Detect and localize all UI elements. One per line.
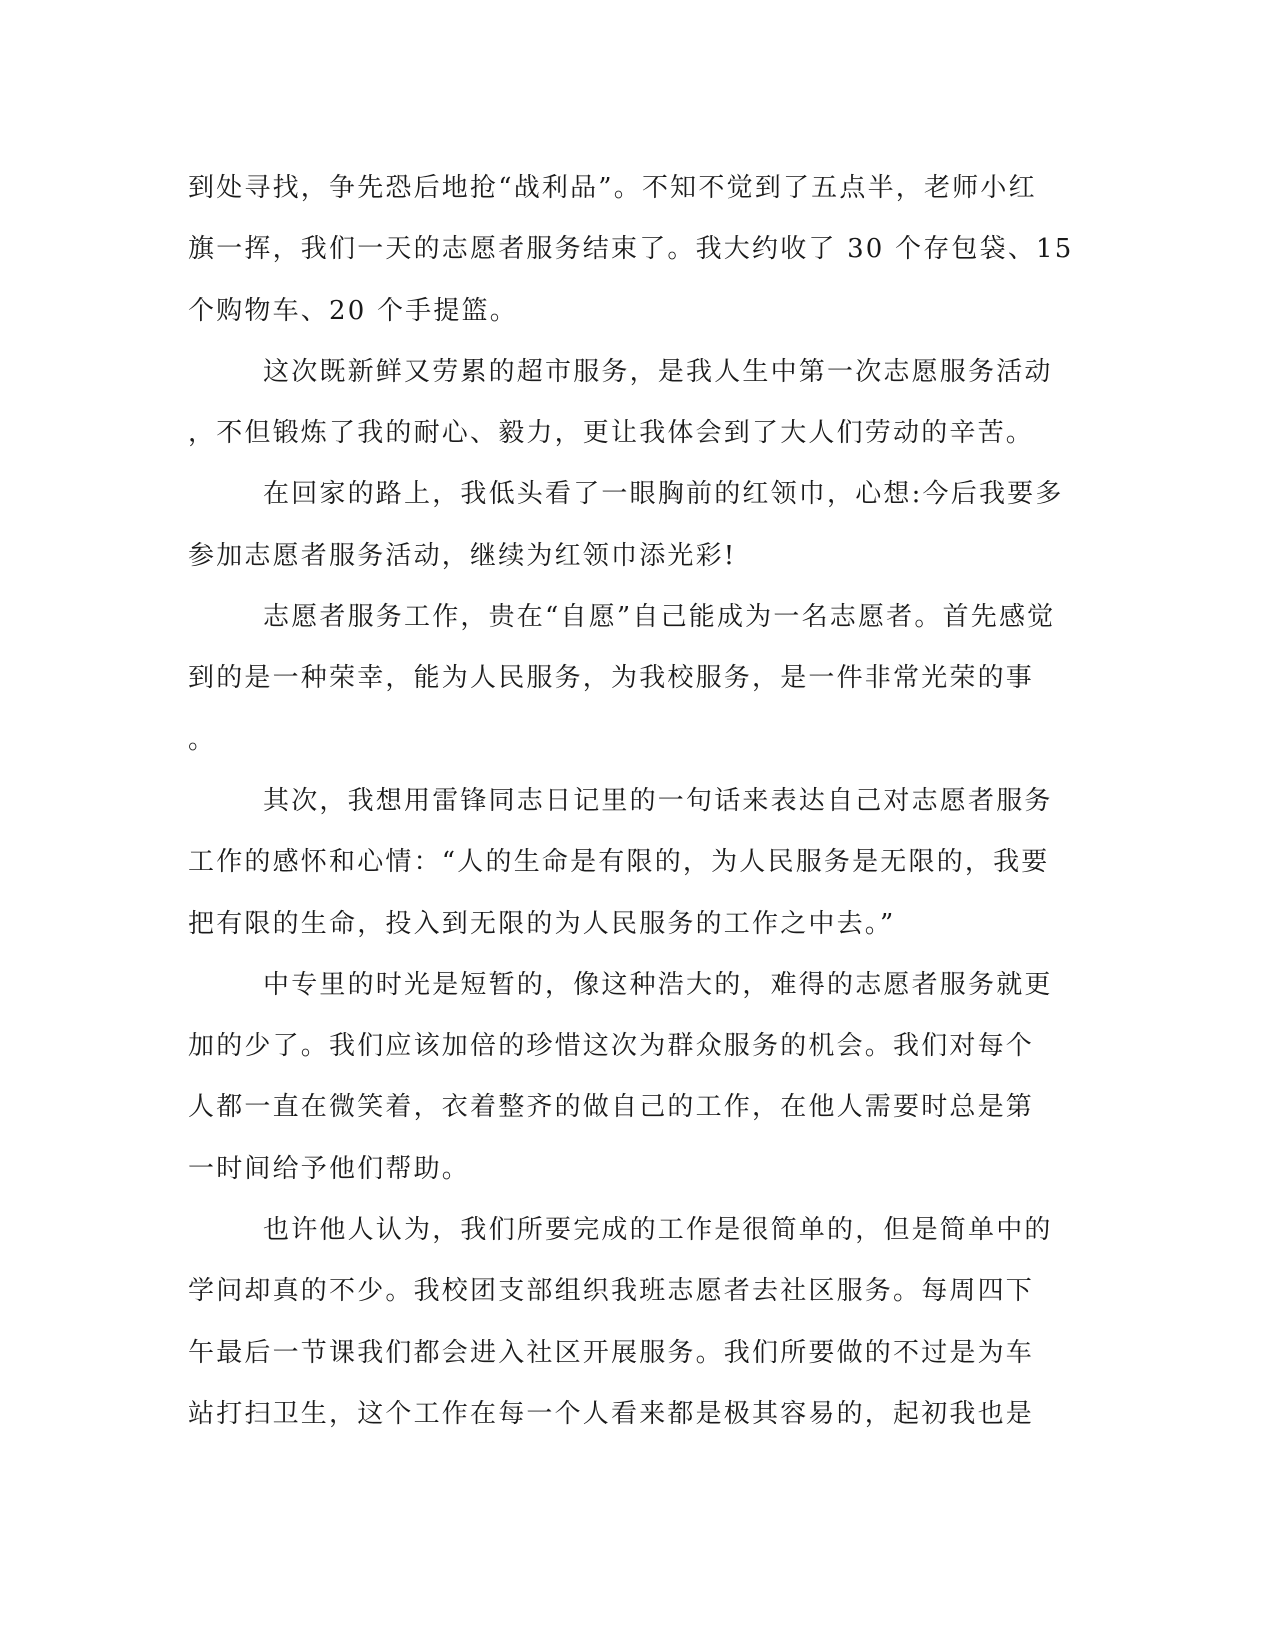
paragraph-first-line: 其次，我想用雷锋同志日记里的一句话来表达自己对志愿者服务	[263, 785, 1053, 816]
text-line: 工作的感怀和心情：“人的生命是有限的，为人民服务是无限的，我要	[188, 847, 1050, 878]
text-line: 加的少了。我们应该加倍的珍惜这次为群众服务的机会。我们对每个	[188, 1031, 1035, 1062]
body-text	[188, 158, 1088, 1445]
text-line: ，不但锻炼了我的耐心、毅力，更让我体会到了大人们劳动的辛苦。	[188, 418, 1035, 449]
text-line: 。	[188, 724, 217, 755]
paragraph-first-line: 这次既新鲜又劳累的超市服务，是我人生中第一次志愿服务活动	[263, 356, 1053, 387]
paragraph-first-line: 在回家的路上，我低头看了一眼胸前的红领巾，心想:今后我要多	[263, 479, 1064, 510]
text-line: 人都一直在微笑着，衣着整齐的做自己的工作，在他人需要时总是第	[188, 1092, 1035, 1123]
text-line: 参加志愿者服务活动，继续为红领巾添光彩!	[188, 540, 737, 571]
text-line: 一时间给予他们帮助。	[188, 1153, 471, 1184]
text-line: 个购物车、20 个手提篮。	[188, 295, 518, 326]
text-line: 站打扫卫生，这个工作在每一个人看来都是极其容易的，起初我也是	[188, 1398, 1035, 1429]
text-line: 到的是一种荣幸，能为人民服务，为我校服务，是一件非常光荣的事	[188, 663, 1035, 694]
text-line: 午最后一节课我们都会进入社区开展服务。我们所要做的不过是为车	[188, 1337, 1035, 1368]
text-line: 旗一挥，我们一天的志愿者服务结束了。我大约收了 30 个存包袋、15	[188, 234, 1074, 265]
text-line: 把有限的生命，投入到无限的为人民服务的工作之中去。”	[188, 908, 896, 939]
text-line: 到处寻找，争先恐后地抢“战利品”。不知不觉到了五点半，老师小红	[188, 173, 1037, 203]
paragraph-first-line: 也许他人认为，我们所要完成的工作是很简单的，但是简单中的	[263, 1215, 1053, 1246]
text-line: 学问却真的不少。我校团支部组织我班志愿者去社区服务。每周四下	[188, 1276, 1035, 1307]
paragraph-first-line: 中专里的时光是短暂的，像这种浩大的，难得的志愿者服务就更	[263, 969, 1053, 1000]
paragraph-first-line: 志愿者服务工作，贵在“自愿”自己能成为一名志愿者。首先感觉	[263, 602, 1056, 633]
